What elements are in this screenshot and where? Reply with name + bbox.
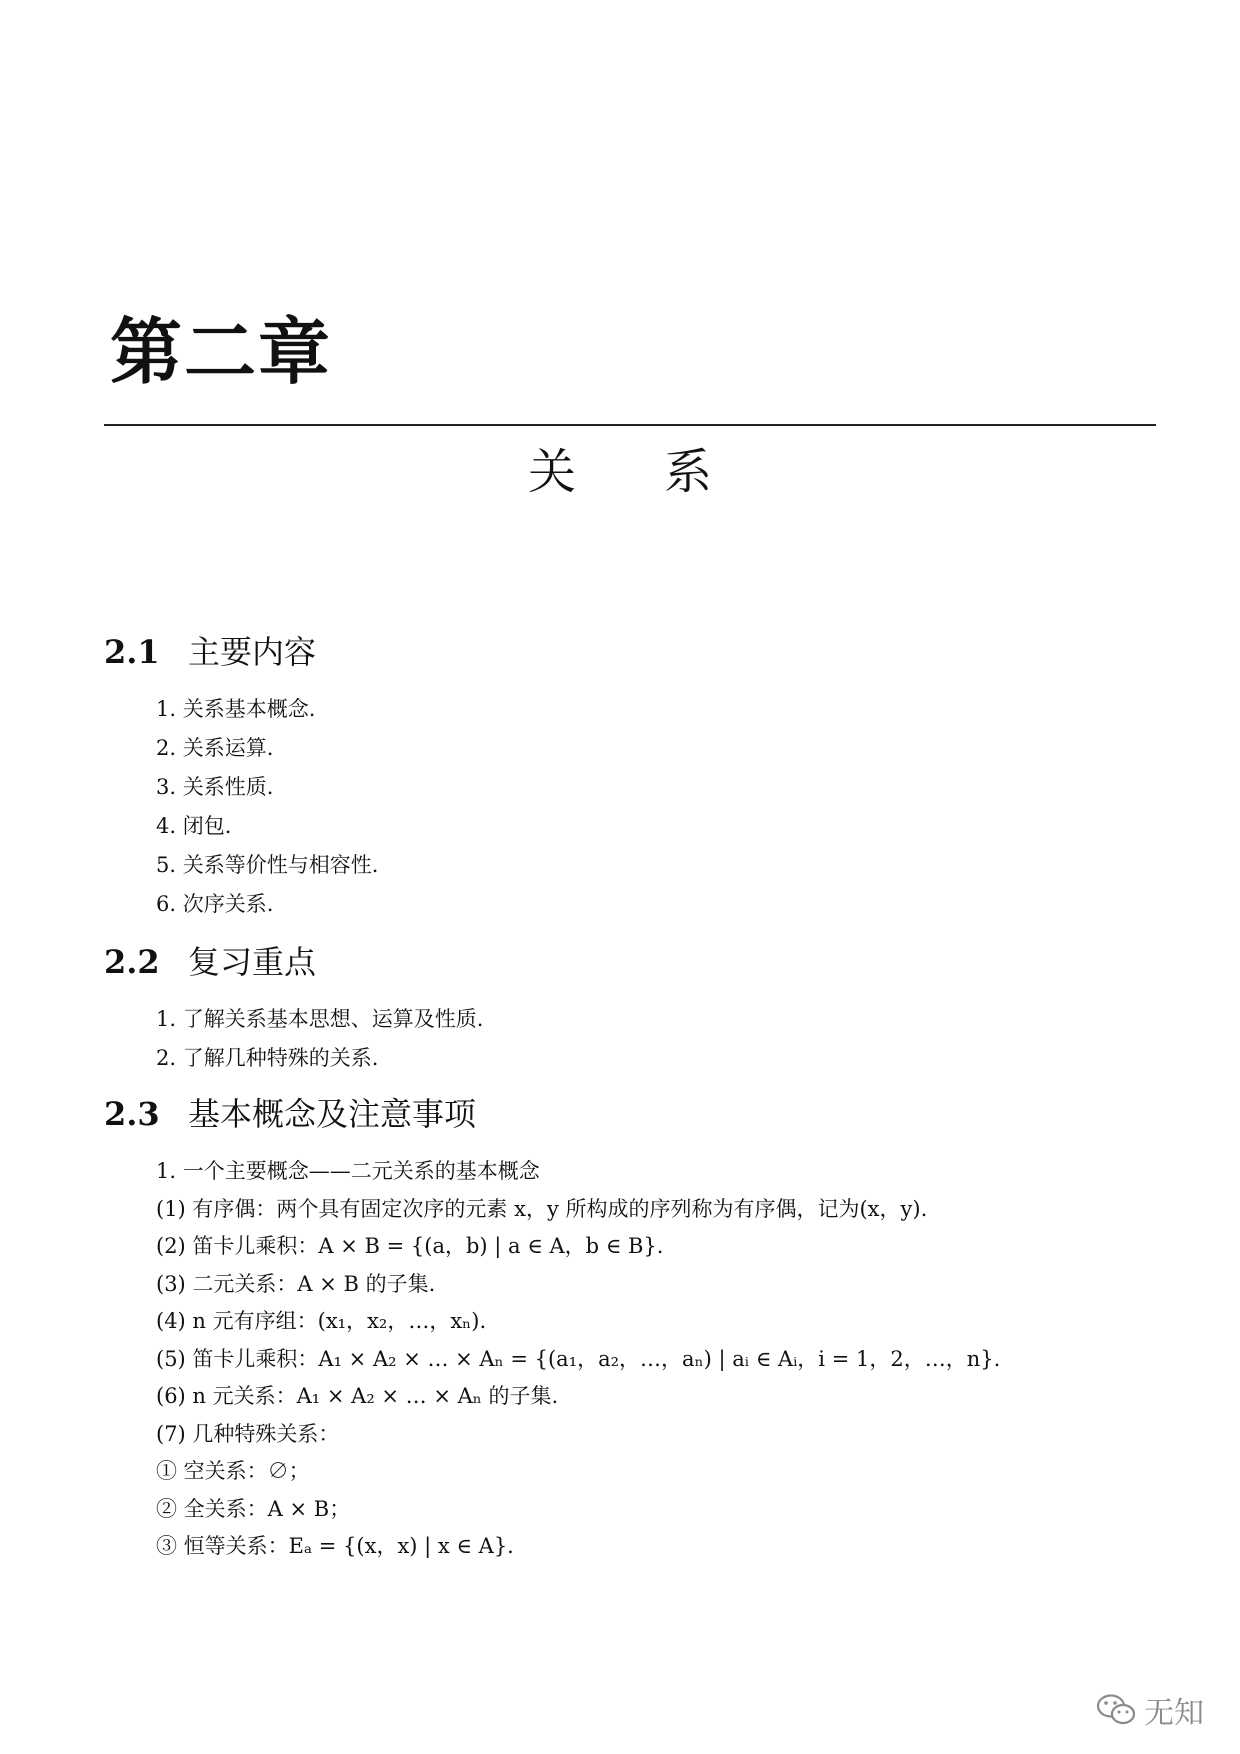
wechat-icon [1096,1693,1136,1727]
list-item: (2) 笛卡儿乘积：A × B = {(a，b) | a ∈ A，b ∈ B}. [156,1234,664,1258]
section-title: 复习重点 [188,943,317,981]
list-item: 6. 次序关系. [156,892,274,916]
section-title: 主要内容 [188,633,317,671]
chapter-title [0,444,1240,500]
list-item: 1. 了解关系基本思想、运算及性质. [156,1007,484,1031]
watermark [1096,1688,1204,1732]
section-number: 2.3 [104,1095,160,1133]
list-item: (7) 几种特殊关系： [156,1421,340,1446]
list-item: 3. 关系性质. [156,775,274,799]
section-heading [104,1095,477,1133]
list-item: (3) 二元关系：A × B 的子集. [156,1271,436,1296]
list-item: ② 全关系：A × B； [156,1496,351,1521]
list-item: 2. 了解几种特殊的关系. [156,1046,379,1070]
section-heading [104,943,317,981]
chapter-number: 第二章 [110,310,333,394]
list-item: ① 空关系：∅； [156,1459,310,1483]
section-heading [104,633,317,671]
chapter-title-part: 关 [527,444,576,500]
list-item: 2. 关系运算. [156,736,274,760]
section-list [156,1153,1000,1566]
list-item: (6) n 元关系：A₁ × A₂ × … × Aₙ 的子集. [156,1384,559,1408]
list-item: 1. 一个主要概念——二元关系的基本概念 [156,1159,540,1183]
chapter-rule [104,424,1156,426]
list-item: (4) n 元有序组：(x₁，x₂，…，xₙ). [156,1309,487,1333]
list-item: (5) 笛卡儿乘积：A₁ × A₂ × … × Aₙ = {(a₁，a₂，…，aₙ) | aᵢ ∈ Aᵢ，i = 1，2，…，n}. [156,1346,1001,1371]
list-item: 5. 关系等价性与相容性. [156,853,379,877]
list-item: 1. 关系基本概念. [156,697,316,721]
chapter-title-part: 系 [664,444,713,500]
list-item: (1) 有序偶：两个具有固定次序的元素 x，y 所构成的序列称为有序偶，记为(x，y). [156,1196,928,1221]
list-item: ③ 恒等关系：Eₐ = {(x，x) | x ∈ A}. [156,1534,514,1558]
watermark-text: 无知 [1144,1696,1204,1731]
section-number: 2.1 [104,633,160,671]
list-item: 4. 闭包. [156,814,232,838]
section-list [156,1000,483,1078]
section-number: 2.2 [104,943,160,981]
section-list [156,690,378,924]
section-title: 基本概念及注意事项 [188,1095,477,1133]
